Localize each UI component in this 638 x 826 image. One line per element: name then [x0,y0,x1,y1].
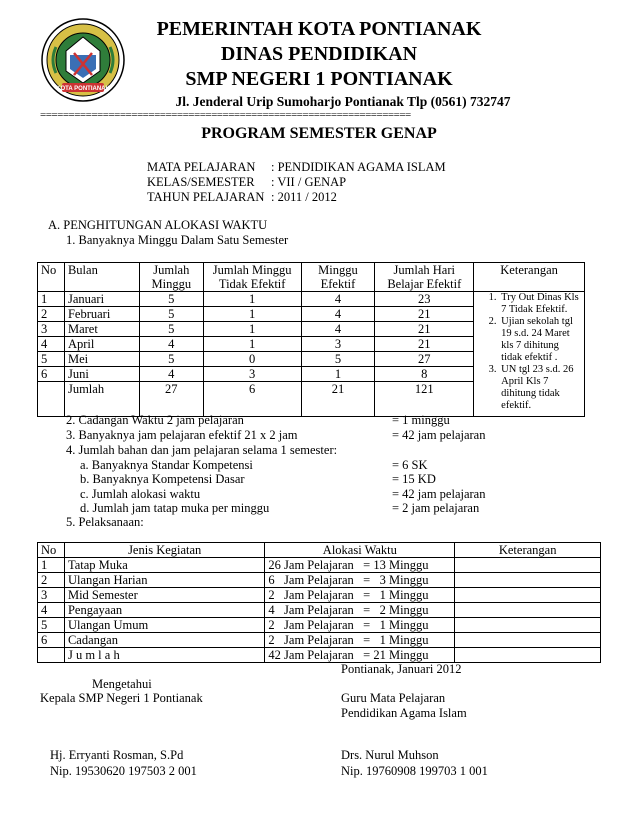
table-cell: 1 [301,367,375,382]
info-value-2: : VII / GENAP [271,175,347,189]
header-text: No [41,263,57,277]
header-line3: SMP NEGERI 1 PONTIANAK [185,68,453,90]
table-cell: 1 [203,292,301,307]
header-text: Jumlah [153,263,190,277]
table-cell: 4 [301,292,375,307]
line-5-left: 5. Pelaksanaan: [66,515,144,529]
table-cell: 23 [375,292,474,307]
table-cell: 1 [203,337,301,352]
table-cell [38,648,65,663]
table-cell [38,382,65,417]
table-row [38,603,601,618]
table-cell: 2 Jam Pelajaran = 1 Minggu [265,633,455,648]
table-cell: 3 [38,322,65,337]
item-1-heading: 1. Banyaknya Minggu Dalam Satu Semester [66,233,289,247]
line-4a-right: = 6 SK [392,458,428,472]
header-cell: Alokasi Waktu [265,543,455,558]
table-cell: 121 [375,382,474,417]
table-cell: Mei [64,352,139,367]
line-4b-left: b. Banyaknya Kompetensi Dasar [80,472,245,486]
header-text: Bulan [67,263,98,277]
line-4b-right: = 15 KD [392,472,436,486]
note-item: 2. Ujian sekolah tgl 19 s.d. 24 Maret kls 7 dihitung tidak efektif . [499,316,581,364]
note-item: 3. UN tgl 23 s.d. 26 April Kls 7 dihitung tidak efektif. [499,364,581,412]
table-cell: 6 Jam Pelajaran = 3 Minggu [265,573,455,588]
logo-text: KOTA PONTIANAK [56,86,110,92]
table-cell: 42 Jam Pelajaran = 21 Minggu [265,648,455,663]
header-line2: DINAS PENDIDIKAN [220,43,418,65]
line-4d-right: = 2 jam pelajaran [392,501,480,515]
table-cell: 1 [203,307,301,322]
header-text: Minggu [151,277,192,291]
header-text: Jumlah Hari [393,263,455,277]
header-text: Jumlah Minggu [212,263,292,277]
table-cell: 8 [375,367,474,382]
table-cell: 6 [38,367,65,382]
table-cell: 2 Jam Pelajaran = 1 Minggu [265,588,455,603]
header-cell [38,263,65,292]
table-row [38,633,601,648]
table-cell [455,633,601,648]
table-cell: 21 [375,307,474,322]
table-cell: April [64,337,139,352]
table-cell: 21 [301,382,375,417]
table-cell: Tatap Muka [64,558,264,573]
table-row [38,558,601,573]
table-cell: Cadangan [64,633,264,648]
table-cell [455,603,601,618]
table-cell [455,558,601,573]
table-cell [455,573,601,588]
line-3-right: = 42 jam pelajaran [392,428,486,442]
header-cell [375,263,474,292]
table-cell: 1 [203,322,301,337]
table-cell: 3 [301,337,375,352]
info-value-1: : PENDIDIKAN AGAMA ISLAM [271,160,446,174]
info-label-2: KELAS/SEMESTER [147,175,255,189]
document-title: PROGRAM SEMESTER GENAP [201,125,437,142]
table-cell: 4 Jam Pelajaran = 2 Minggu [265,603,455,618]
header-cell: Jenis Kegiatan [64,543,264,558]
table-cell: 3 [38,588,65,603]
activities-table [37,542,601,663]
table-cell [455,588,601,603]
line-3-left: 3. Banyaknya jam pelajaran efektif 21 x 2 jam [66,428,298,442]
right-signer-title-1: Guru Mata Pelajaran [341,691,446,705]
table-cell: 5 [139,352,203,367]
table-cell: 1 [38,558,65,573]
table-row [38,292,585,307]
header-line1: PEMERINTAH KOTA PONTIANAK [156,18,482,40]
header-text: Minggu [318,263,358,277]
table-cell: 2 Jam Pelajaran = 1 Minggu [265,618,455,633]
header-separator: ================================================================= [40,110,411,121]
table-cell: Ulangan Umum [64,618,264,633]
table-cell: 27 [139,382,203,417]
info-value-3: : 2011 / 2012 [271,190,337,204]
header-cell: Keterangan [455,543,601,558]
header-text: Tidak Efektif [218,277,286,291]
table-cell: Maret [64,322,139,337]
table-cell: Juni [64,367,139,382]
line-4c-right: = 42 jam pelajaran [392,487,486,501]
table-cell: 5 [139,292,203,307]
table-cell [455,618,601,633]
weeks-table [37,262,585,417]
table-cell: 5 [38,352,65,367]
header-cell [64,263,139,292]
line-4c-left: c. Jumlah alokasi waktu [80,487,201,501]
table-cell: 4 [139,337,203,352]
table-header-row [38,543,601,558]
section-a-heading: A. PENGHITUNGAN ALOKASI WAKTU [48,218,268,232]
left-signer-name: Hj. Erryanti Rosman, S.Pd [50,748,184,762]
table-cell: 5 [38,618,65,633]
header-cell [474,263,585,292]
header-cell [301,263,375,292]
table-cell: 2 [38,307,65,322]
header-text: Belajar Efektif [387,277,462,291]
table-cell: 4 [139,367,203,382]
table-cell: 5 [139,322,203,337]
header-address: Jl. Jenderal Urip Sumoharjo Pontianak Tlp (0561) 732747 [175,94,511,109]
table-row [38,573,601,588]
line-2-left: 2. Cadangan Waktu 2 jam pelajaran [66,413,244,427]
left-signer-title-2: Kepala SMP Negeri 1 Pontianak [40,691,203,705]
table-cell: 4 [301,307,375,322]
table-row [38,588,601,603]
header-cell [139,263,203,292]
line-4d-left: d. Jumlah jam tatap muka per minggu [80,501,270,515]
notes-cell [474,292,585,417]
table-cell: 6 [203,382,301,417]
table-cell: 3 [203,367,301,382]
line-2-right: = 1 minggu [392,413,450,427]
table-cell: 1 [38,292,65,307]
line-4-left: 4. Jumlah bahan dan jam pelajaran selama 1 semester: [66,443,338,457]
right-signer-nip: Nip. 19760908 199703 1 001 [341,764,488,778]
table-cell: 21 [375,322,474,337]
table-cell: 4 [301,322,375,337]
table-cell: 26 Jam Pelajaran = 13 Minggu [265,558,455,573]
table-total-row [38,648,601,663]
table-cell: 27 [375,352,474,367]
table-cell: 5 [139,307,203,322]
left-signer-nip: Nip. 19530620 197503 2 001 [50,764,197,778]
right-signer-name: Drs. Nurul Muhson [341,748,439,762]
table-cell [455,648,601,663]
place-date: Pontianak, Januari 2012 [341,662,462,676]
table-cell: 21 [375,337,474,352]
info-label-1: MATA PELAJARAN [147,160,256,174]
right-signer-title-2: Pendidikan Agama Islam [341,706,467,720]
table-cell: Pengayaan [64,603,264,618]
header-text: Efektif [320,277,356,291]
table-cell: 2 [38,573,65,588]
table-cell: Ulangan Harian [64,573,264,588]
table-row [38,618,601,633]
left-signer-title-1: Mengetahui [92,677,152,691]
table-cell: 4 [38,337,65,352]
table-cell: J u m l a h [64,648,264,663]
table-cell: 6 [38,633,65,648]
header-text: Keterangan [500,263,558,277]
table-cell: Januari [64,292,139,307]
header-cell: No [38,543,65,558]
header-cell [203,263,301,292]
info-label-3: TAHUN PELAJARAN [147,190,265,204]
table-cell: 5 [301,352,375,367]
table-cell: 4 [38,603,65,618]
table-cell: Jumlah [64,382,139,417]
table-cell: Februari [64,307,139,322]
table-cell: 0 [203,352,301,367]
table-header-row [38,263,585,292]
line-4a-left: a. Banyaknya Standar Kompetensi [80,458,253,472]
note-item: 1. Try Out Dinas Kls 7 Tidak Efektif. [499,292,581,316]
table-cell: Mid Semester [64,588,264,603]
